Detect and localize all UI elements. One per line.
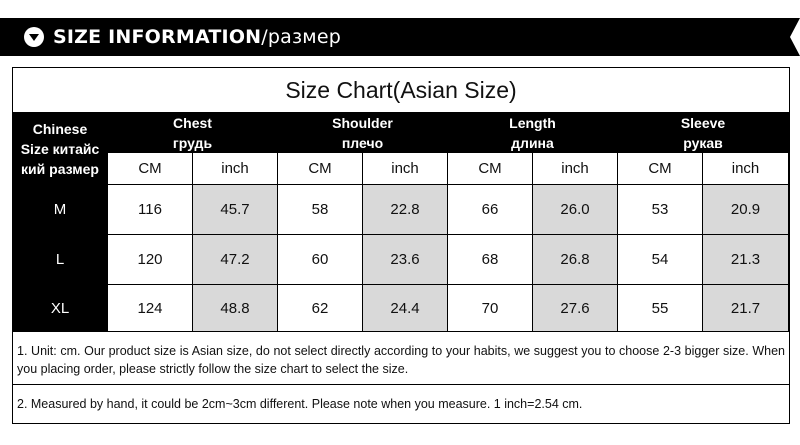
unit-header-cm: CM bbox=[448, 153, 533, 185]
size-header-line: кий размер bbox=[21, 160, 99, 177]
value-cell: 66 bbox=[448, 185, 533, 235]
chevron-down-icon bbox=[24, 27, 44, 47]
value-cell: 53 bbox=[618, 185, 703, 235]
size-header-line: Chinese bbox=[32, 120, 88, 137]
value-cell: 124 bbox=[108, 285, 193, 332]
value-cell: 23.6 bbox=[363, 235, 448, 285]
unit-header-inch: inch bbox=[193, 153, 278, 185]
group-name-ru: грудь bbox=[172, 134, 213, 151]
group-header-shoulder bbox=[278, 113, 448, 153]
value-cell: 24.4 bbox=[363, 285, 448, 332]
group-name: Chest bbox=[173, 114, 212, 131]
unit-header-cm: CM bbox=[278, 153, 363, 185]
size-label-xl: XL bbox=[13, 285, 108, 332]
value-cell: 48.8 bbox=[193, 285, 278, 332]
size-header-line: Size китайс bbox=[20, 140, 100, 157]
value-cell: 58 bbox=[278, 185, 363, 235]
value-cell: 116 bbox=[108, 185, 193, 235]
value-cell: 22.8 bbox=[363, 185, 448, 235]
value-cell: 70 bbox=[448, 285, 533, 332]
value-cell: 21.7 bbox=[703, 285, 789, 332]
size-grid bbox=[13, 113, 789, 335]
value-cell: 26.0 bbox=[533, 185, 618, 235]
size-information-banner bbox=[0, 18, 800, 56]
banner-notch bbox=[790, 18, 800, 56]
value-cell: 54 bbox=[618, 235, 703, 285]
group-name: Sleeve bbox=[680, 114, 726, 131]
value-cell: 45.7 bbox=[193, 185, 278, 235]
size-chart-table bbox=[12, 67, 790, 424]
group-name-ru: рукав bbox=[683, 134, 723, 151]
value-cell: 60 bbox=[278, 235, 363, 285]
note-measurement: 2. Measured by hand, it could be 2cm~3cm different. Please note when you measure. 1 inch=2.54 cm. bbox=[17, 397, 583, 411]
group-header-length bbox=[448, 113, 618, 153]
chart-title: Size Chart(Asian Size) bbox=[13, 68, 789, 113]
value-cell: 20.9 bbox=[703, 185, 789, 235]
value-cell: 68 bbox=[448, 235, 533, 285]
note-unit: 1. Unit: cm. Our product size is Asian size, do not select directly according to your habits, we suggest you to choose 2-3 bigger size. When you placing order, please strictly follow the size chart to select the size. bbox=[13, 335, 789, 385]
group-header-sleeve bbox=[618, 113, 789, 153]
value-cell: 26.8 bbox=[533, 235, 618, 285]
group-name-ru: длина bbox=[511, 134, 554, 151]
size-label-l: L bbox=[13, 235, 108, 285]
value-cell: 62 bbox=[278, 285, 363, 332]
banner-title: SIZE INFORMATION/размер bbox=[53, 26, 341, 48]
unit-header-cm: CM bbox=[108, 153, 193, 185]
value-cell: 21.3 bbox=[703, 235, 789, 285]
unit-header-inch: inch bbox=[703, 153, 789, 185]
value-cell: 120 bbox=[108, 235, 193, 285]
group-name-ru: плечо bbox=[341, 134, 384, 151]
group-header-chest bbox=[108, 113, 278, 153]
value-cell: 27.6 bbox=[533, 285, 618, 332]
unit-header-inch: inch bbox=[363, 153, 448, 185]
size-label-m: M bbox=[13, 185, 108, 235]
size-column-header bbox=[13, 113, 108, 185]
group-name: Shoulder bbox=[332, 114, 393, 131]
value-cell: 47.2 bbox=[193, 235, 278, 285]
unit-header-cm: CM bbox=[618, 153, 703, 185]
group-name: Length bbox=[509, 114, 556, 131]
unit-header-inch: inch bbox=[533, 153, 618, 185]
value-cell: 55 bbox=[618, 285, 703, 332]
